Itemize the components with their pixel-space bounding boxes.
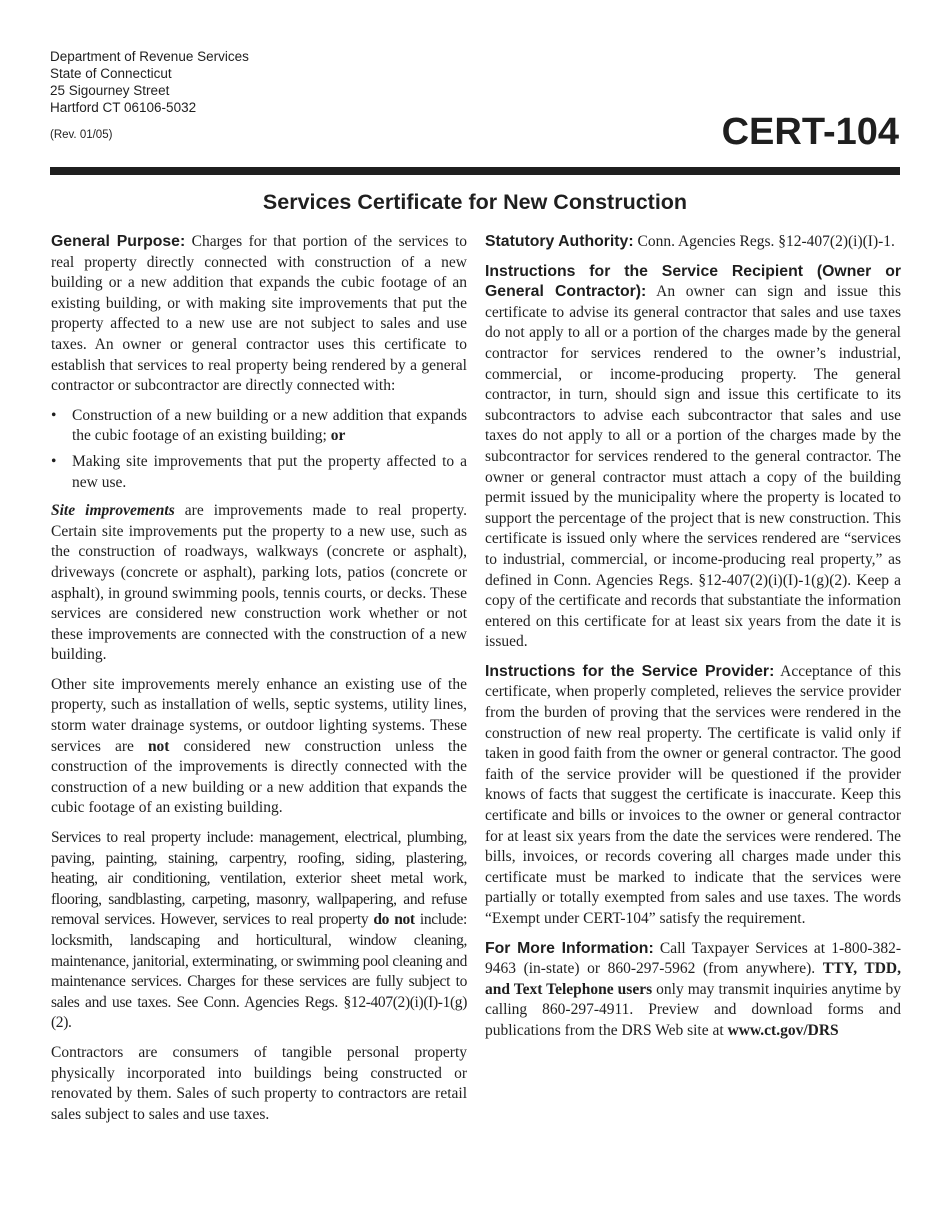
paragraph-text: Charges for that portion of the services to real property directly connected with construction of a new building or a new addition that expands the cubic footage of an existing building, or with making site improvements that put the property affected to a new use are not subject to sales and use taxes. An owner or general contractor uses this certificate to establish that services to real property being rendered by a general contractor or subcontractor are directly connected with: <box>51 233 467 395</box>
drs-website-link[interactable]: www.ct.gov/DRS <box>727 1021 839 1039</box>
paragraph-text: Other site improvements merely enhance an existing use of the property, such as installation of wells, septic systems, utility lines, storm water drainage systems, or outdoor lighting systems. These services are <box>51 675 467 755</box>
agency-address <box>50 48 249 116</box>
more-information-section <box>485 939 901 1042</box>
contractors-section <box>51 1043 467 1125</box>
emphasis-not: not <box>147 737 170 755</box>
recipient-instructions-section <box>485 262 901 653</box>
term-site-improvements: Site improvements <box>51 502 175 520</box>
services-section <box>51 828 467 1034</box>
right-column <box>485 232 901 1051</box>
paragraph-text: include: locksmith, landscaping and horticultural, window cleaning, maintenance, janitorial, exterminating, or swimming pool cleaning and maintenance services. Charges for these services are fully subject to sales and use taxes. See Conn. Agencies Regs. §12-407(2)(i)(I)-1(g)(2). <box>51 911 468 1032</box>
header-rule <box>50 167 900 175</box>
section-heading: Instructions for the Service Recipient (Owner or General Contractor): <box>485 262 901 301</box>
paragraph-text: are improvements made to real property. Certain site improvements put the property to a new use, such as the construction of roadways, walkways (concrete or asphalt), driveways (concrete or asphalt), parking lots, patios (concrete or asphalt), in ground swimming pools, tennis courts, or decks. These services are considered new construction work whether or not these improvements are connected with the construction of a new building. <box>51 502 467 664</box>
revision-date: (Rev. 01/05) <box>50 129 113 141</box>
paragraph-text: Call Taxpayer Services at 1-800-382-9463 (in-state) or 860-297-5962 (from anywhere). <box>485 939 901 978</box>
emphasis-do-not: do not <box>373 911 415 929</box>
general-purpose-section <box>51 232 467 397</box>
paragraph-text: Contractors are consumers of tangible personal property physically incorporated into buildings being constructed or renovated by them. Sales of such property to contractors are retail sales subject to sales and use taxes. <box>51 1043 467 1123</box>
address-line: Department of Revenue Services <box>50 49 249 64</box>
emphasis-or: or <box>330 427 346 445</box>
statutory-authority-section <box>485 232 901 253</box>
address-line: 25 Sigourney Street <box>50 83 170 98</box>
section-heading: Instructions for the Service Provider: <box>485 662 775 680</box>
paragraph-text: Acceptance of this certificate, when properly completed, relieves the service provider from the burden of proving that the services were rendered in the construction of new real property. The certificate is valid only if taken in good faith from the owner or general contractor. The good faith of the service provider will be questioned if the provider knows of facts that suggest the certificate is inaccurate. Keep this certificate and bills or invoices to the owner or general contractor for at least six years from the date the services were rendered. The bills, invoices, or records covering all charges made under this certificate must be marked to indicate that the services were partially or totally exempted from sales and use taxes. The words “Exempt under CERT-104” satisfy the requirement. <box>485 662 901 927</box>
page-title: Services Certificate for New Construction <box>262 190 688 214</box>
list-item <box>51 406 467 447</box>
paragraph-text: Conn. Agencies Regs. §12-407(2)(i)(I)-1. <box>633 233 895 250</box>
section-heading: For More Information: <box>485 939 654 957</box>
left-column <box>51 232 467 1134</box>
list-item-text: Making site improvements that put the property affected to a new use. <box>72 452 467 491</box>
other-improvements-section <box>51 675 467 819</box>
provider-instructions-section <box>485 662 901 930</box>
paragraph-text: An owner can sign and issue this certificate to advise its general contractor that sales and use taxes do not apply to all or a portion of the charges made by the general contractor for services rendered to the owner’s industrial, commercial, or income-producing property. The general contractor, in turn, should sign and issue this certificate to its subcontractors to advise each subcontractor that sales and use taxes do not apply to all or a portion of the charges made by the subcontractor for services rendered to the general contractor. The owner or general contractor must attach a copy of the building permit issued by the municipality where the property is located to support the percentage of the project that is new construction. This certificate is issued only where the services rendered are “services to industrial, commercial, or income-producing real property,” as defined in Conn. Agencies Regs. §12-407(2)(i)(I)-1(g)(2). Keep a copy of the certificate and records that substantiate the information entered on this certificate for at least six years from the date it is issued. <box>485 283 901 651</box>
section-heading: Statutory Authority: <box>485 233 634 250</box>
list-item-text: Construction of a new building or a new addition that expands the cubic footage of an existing building; <box>72 406 467 445</box>
address-line: State of Connecticut <box>50 66 172 81</box>
address-line: Hartford CT 06106-5032 <box>50 100 197 115</box>
list-item <box>51 452 467 493</box>
emphasis-tty: TTY, TDD, and Text Telephone users <box>485 960 901 998</box>
section-heading: General Purpose: <box>51 233 186 250</box>
paragraph-text: only may transmit inquiries anytime by calling 860-297-4911. Preview and download forms and publications from the DRS Web site at <box>485 980 901 1039</box>
form-number: CERT-104 <box>721 111 899 153</box>
bullet-list <box>51 406 467 493</box>
site-improvements-section <box>51 501 467 666</box>
paragraph-text: considered new construction unless the construction of the improvements is directly connected with the construction of a new building or a new addition that expands the cubic footage of an existing building. <box>51 737 467 817</box>
paragraph-text: Services to real property include: management, electrical, plumbing, paving, painting, staining, carpentry, roofing, siding, plastering, heating, air conditioning, ventilation, exterior sheet metal work, flooring, sandblasting, carpeting, masonry, wallpapering, and refuse removal services. However, services to real property <box>51 829 467 929</box>
